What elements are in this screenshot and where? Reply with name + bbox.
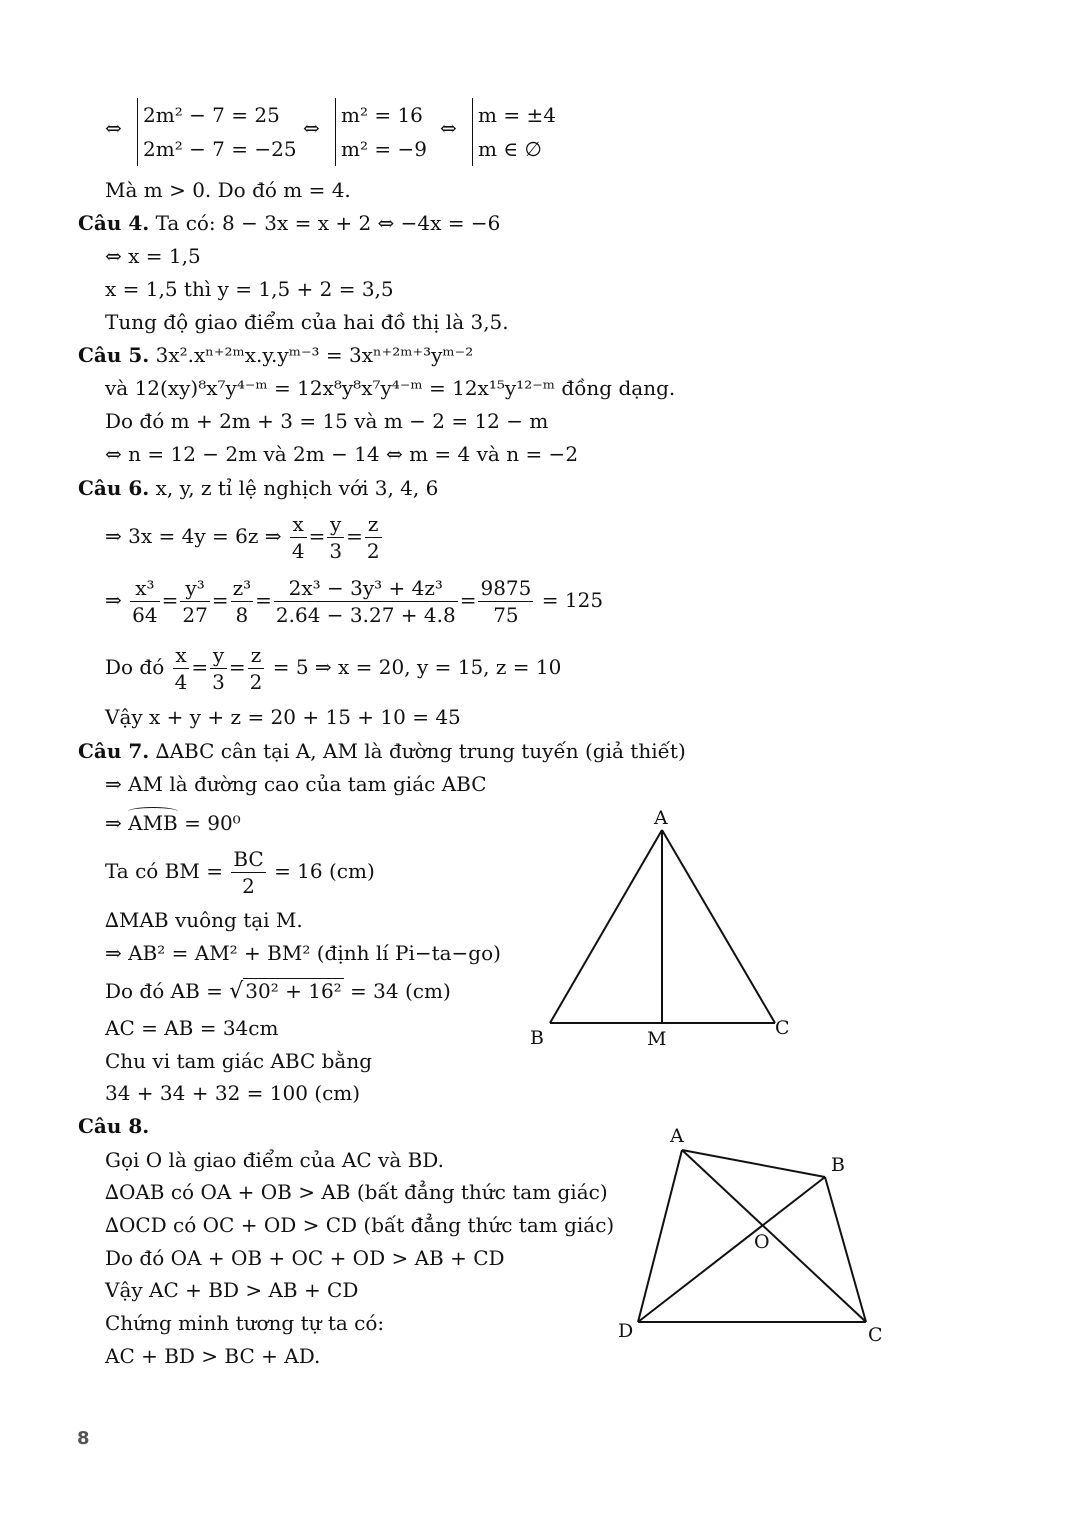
eq-sign: =	[161, 588, 179, 612]
cau4-text-1: Ta có: 8 − 3x = x + 2 ⇔ −4x = −6	[149, 211, 501, 235]
quad-label-o: O	[754, 1231, 770, 1253]
cau7-l3-pre: ⇒	[105, 811, 122, 835]
side-ac	[662, 830, 775, 1023]
fraction-bc-2: $\frac{BC}{2}$	[233, 847, 264, 898]
eq-sign: =	[211, 588, 229, 612]
iff-symbol-3: ⇔	[440, 116, 457, 140]
cau6-l4-pre: Do đó	[105, 655, 165, 679]
side-ab-quad	[682, 1150, 825, 1177]
fraction-combined: $\frac{\text{2x³ − 3y³ + 4z³}}{2.64 - 3.27 + 4.8}$	[275, 576, 456, 627]
cau6-l4-end: = 5 ⇒ x = 20, y = 15, z = 10	[272, 655, 562, 679]
cau6-l3-end: = 125	[541, 588, 604, 612]
cau6-l3-pre: ⇒	[105, 588, 122, 612]
cau8-line-0	[78, 1113, 149, 1139]
eq-sign: =	[308, 524, 326, 548]
iff-symbol-1: ⇔	[105, 116, 122, 140]
cau7-l7-pre: Do đó AB =	[105, 979, 223, 1003]
angle-amb: AMB	[128, 811, 178, 835]
diagonal-bd	[638, 1177, 825, 1322]
system-3-row-1: m = ±4	[478, 103, 556, 127]
eq-sign: =	[459, 588, 477, 612]
eq-sign: =	[228, 655, 246, 679]
cau8-line-3: ∆OCD có OC + OD > CD (bất đẳng thức tam giác)	[105, 1213, 615, 1237]
cau6-label: Câu 6.	[78, 476, 150, 500]
cau7-line-2: ⇒ AM là đường cao của tam giác ABC	[105, 772, 487, 796]
eq-sign: =	[346, 524, 363, 548]
system-1-row-1: 2m² − 7 = 25	[143, 103, 280, 127]
cau8-line-4: Do đó OA + OB + OC + OD > AB + CD	[105, 1246, 505, 1270]
cau7-line-5: ∆MAB vuông tại M.	[105, 908, 303, 932]
cau6-line-5: Vậy x + y + z = 20 + 15 + 10 = 45	[105, 705, 461, 729]
side-da-quad	[638, 1150, 682, 1322]
cau7-l7-end: = 34 (cm)	[350, 979, 451, 1003]
cau5-text-1: 3x².xⁿ⁺²ᵐx.y.yᵐ⁻³ = 3xⁿ⁺²ᵐ⁺³yᵐ⁻²	[149, 343, 474, 367]
vertex-label-a: A	[654, 807, 668, 829]
cau8-line-5: Vậy AC + BD > AB + CD	[105, 1278, 359, 1302]
cau7-line-8: AC = AB = 34cm	[105, 1016, 279, 1040]
cau6-text-1: x, y, z tỉ lệ nghịch với 3, 4, 6	[149, 476, 439, 500]
cau4-line-2: ⇔ x = 1,5	[105, 244, 201, 268]
system-3-row-2: m ∈ ∅	[478, 137, 542, 161]
eq-sign: =	[255, 588, 272, 612]
cau8-label: Câu 8.	[78, 1114, 150, 1138]
fraction-z-2: $\frac{z}{2}$	[366, 512, 380, 563]
page-number: 8	[77, 1428, 90, 1449]
cau5-line-3: Do đó m + 2m + 3 = 15 và m − 2 = 12 − m	[105, 409, 549, 433]
cau7-label: Câu 7.	[78, 739, 150, 763]
conclusion-m: Mà m > 0. Do đó m = 4.	[105, 178, 351, 202]
eq-sign: =	[191, 655, 209, 679]
system-1-row-2: 2m² − 7 = −25	[143, 137, 297, 161]
cau7-line-6: ⇒ AB² = AM² + BM² (định lí Pi−ta−go)	[105, 941, 501, 965]
cau8-line-2: ∆OAB có OA + OB > AB (bất đẳng thức tam giác)	[105, 1180, 608, 1204]
quad-label-b: B	[831, 1154, 845, 1176]
fraction-9875-75: $\frac{9875}{75}$	[480, 576, 532, 627]
quad-label-a: A	[670, 1125, 684, 1147]
quad-label-c: C	[868, 1324, 883, 1346]
quad-label-d: D	[618, 1320, 634, 1342]
cau8-line-7: AC + BD > BC + AD.	[105, 1344, 321, 1368]
cau6-l2-pre: ⇒ 3x = 4y = 6z ⇒	[105, 524, 282, 548]
fraction-y3-27: $\frac{\text{y³}}{27}$	[182, 576, 208, 627]
cau5-label: Câu 5.	[78, 343, 150, 367]
sqrt-symbol: √	[229, 979, 244, 1004]
cau5-line-2: và 12(xy)⁸x⁷y⁴⁻ᵐ = 12x⁸y⁸x⁷y⁴⁻ᵐ = 12x¹⁵y¹²⁻ᵐ đồng dạng.	[105, 376, 676, 400]
vertex-label-m: M	[647, 1028, 667, 1050]
side-bc-quad	[825, 1177, 866, 1322]
system-2-row-2: m² = −9	[341, 137, 427, 161]
cau4-line-3: x = 1,5 thì y = 1,5 + 2 = 3,5	[105, 277, 394, 301]
cau7-l3-end: = 90⁰	[184, 811, 241, 835]
cau7-l4-pre: Ta có BM =	[105, 859, 223, 883]
vertex-label-b: B	[530, 1027, 544, 1049]
cau8-line-1: Gọi O là giao điểm của AC và BD.	[105, 1148, 444, 1172]
cau8-line-6: Chứng minh tương tự ta có:	[105, 1311, 385, 1335]
fraction-z-2: $\frac{z}{2}$	[249, 643, 263, 694]
cau5-line-4: ⇔ n = 12 − 2m và 2m − 14 ⇔ m = 4 và n = −2	[105, 442, 579, 466]
side-ab	[550, 830, 662, 1023]
system-2-row-1: m² = 16	[341, 103, 423, 127]
radicand: 30² + 16²	[245, 979, 342, 1003]
fraction-y-3: $\frac{y}{3}$	[212, 643, 225, 694]
fraction-y-3: $\frac{y}{3}$	[329, 512, 343, 563]
cau7-line-10: 34 + 34 + 32 = 100 (cm)	[105, 1081, 361, 1105]
fraction-x-4: $\frac{x}{4}$	[291, 512, 305, 563]
cau7-l4-end: = 16 (cm)	[274, 859, 375, 883]
fraction-x-4: $\frac{x}{4}$	[174, 643, 188, 694]
iff-symbol-2: ⇔	[303, 116, 320, 140]
fraction-z3-8: $\frac{\text{z³}}{8}$	[232, 576, 252, 627]
cau4-label: Câu 4.	[78, 211, 150, 235]
vertex-label-c: C	[775, 1017, 790, 1039]
fraction-x3-64: $\frac{\text{x³}}{64}$	[132, 576, 158, 627]
cau7-line-9: Chu vi tam giác ABC bằng	[105, 1049, 373, 1073]
cau4-line-4: Tung độ giao điểm của hai đồ thị là 3,5.	[105, 310, 509, 334]
cau7-text-1: ∆ABC cân tại A, AM là đường trung tuyến (giả thiết)	[149, 739, 686, 763]
